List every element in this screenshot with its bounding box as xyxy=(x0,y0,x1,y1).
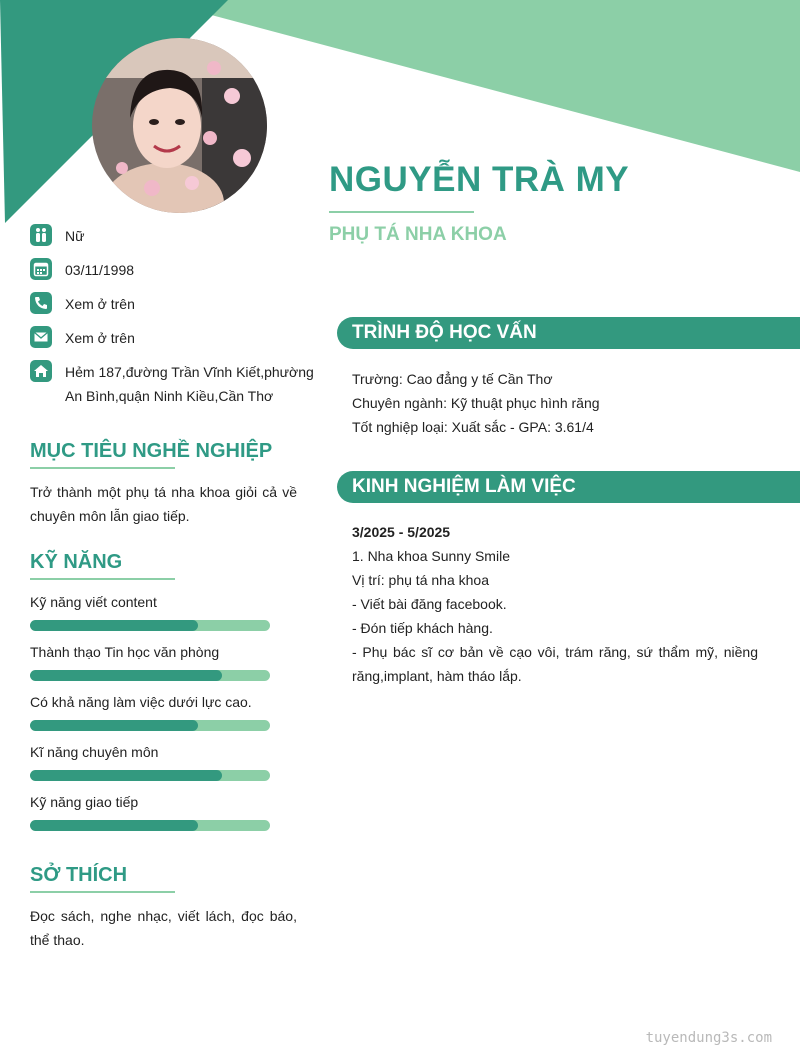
avatar xyxy=(92,38,267,213)
experience-period: 3/2025 - 5/2025 xyxy=(352,524,451,540)
education-major: Chuyên ngành: Kỹ thuật phục hình răng xyxy=(352,395,600,411)
hobbies-divider xyxy=(30,891,175,893)
skills-divider xyxy=(30,578,175,580)
email-value: Xem ở trên xyxy=(65,330,135,346)
gender-value: Nữ xyxy=(65,228,85,244)
skill-label: Kĩ năng chuyên môn xyxy=(30,744,159,760)
objective-divider xyxy=(30,467,175,469)
home-icon xyxy=(30,360,52,382)
contact-birthday xyxy=(30,256,320,290)
address-line-2: An Bình,quận Ninh Kiều,Cần Thơ xyxy=(65,388,274,404)
experience-duty: - Viết bài đăng facebook. xyxy=(352,596,507,612)
skill-progress-fill xyxy=(30,720,198,731)
skill-progress-bar xyxy=(30,670,270,681)
phone-value: Xem ở trên xyxy=(65,296,135,312)
contact-address xyxy=(30,358,320,410)
address-line-1: Hẻm 187,đường Trần Vĩnh Kiết,phường xyxy=(65,364,314,380)
skill-progress-fill xyxy=(30,670,222,681)
address-value xyxy=(65,360,320,408)
skill-progress-fill xyxy=(30,820,198,831)
gender-icon xyxy=(30,224,52,246)
phone-icon xyxy=(30,292,52,314)
skill-progress-bar xyxy=(30,720,270,731)
experience-duty: - Phụ bác sĩ cơ bản về cạo vôi, trám răng, sứ thẩm mỹ, niềng răng,implant, hàm tháo lắp. xyxy=(352,644,758,684)
candidate-name: NGUYỄN TRÀ MY xyxy=(329,160,630,199)
education-header xyxy=(337,317,800,349)
skill-label: Kỹ năng giao tiếp xyxy=(30,794,139,810)
skill-progress-fill xyxy=(30,770,222,781)
experience-entry xyxy=(352,520,758,688)
skill-progress-fill xyxy=(30,620,198,631)
education-school: Trường: Cao đẳng y tế Cần Thơ xyxy=(352,371,553,387)
contact-phone xyxy=(30,290,320,324)
job-title: PHỤ TÁ NHA KHOA xyxy=(329,224,507,245)
contact-gender xyxy=(30,222,320,256)
education-graduation: Tốt nghiệp loại: Xuất sắc - GPA: 3.61/4 xyxy=(352,419,594,435)
skill-progress-bar xyxy=(30,620,270,631)
experience-title: KINH NGHIỆM LÀM VIỆC xyxy=(352,476,576,497)
birthday-value: 03/11/1998 xyxy=(65,262,135,278)
skill-progress-bar xyxy=(30,820,270,831)
skill-label: Có khả năng làm việc dưới lực cao. xyxy=(30,694,252,710)
skill-progress-bar xyxy=(30,770,270,781)
contact-email xyxy=(30,324,320,358)
experience-header xyxy=(337,471,800,503)
hobbies-title: SỞ THÍCH xyxy=(30,864,128,886)
experience-duty: - Đón tiếp khách hàng. xyxy=(352,620,493,636)
education-title: TRÌNH ĐỘ HỌC VẤN xyxy=(352,322,537,343)
contact-info xyxy=(30,222,320,410)
objective-text: Trở thành một phụ tá nha khoa giỏi cả về chuyên môn lẫn giao tiếp. xyxy=(30,484,297,524)
calendar-icon xyxy=(30,258,52,280)
skills-title: KỸ NĂNG xyxy=(30,551,123,573)
skill-label: Thành thạo Tin học văn phòng xyxy=(30,644,220,660)
email-icon xyxy=(30,326,52,348)
hobbies-text: Đọc sách, nghe nhạc, viết lách, đọc báo, thể thao. xyxy=(30,908,297,948)
experience-company: 1. Nha khoa Sunny Smile xyxy=(352,548,510,564)
skill-label: Kỹ năng viết content xyxy=(30,594,157,610)
name-divider xyxy=(329,211,474,213)
experience-position: Vị trí: phụ tá nha khoa xyxy=(352,572,489,588)
watermark: tuyendung3s.com xyxy=(645,1030,772,1046)
objective-title: MỤC TIÊU NGHỀ NGHIỆP xyxy=(30,440,273,462)
